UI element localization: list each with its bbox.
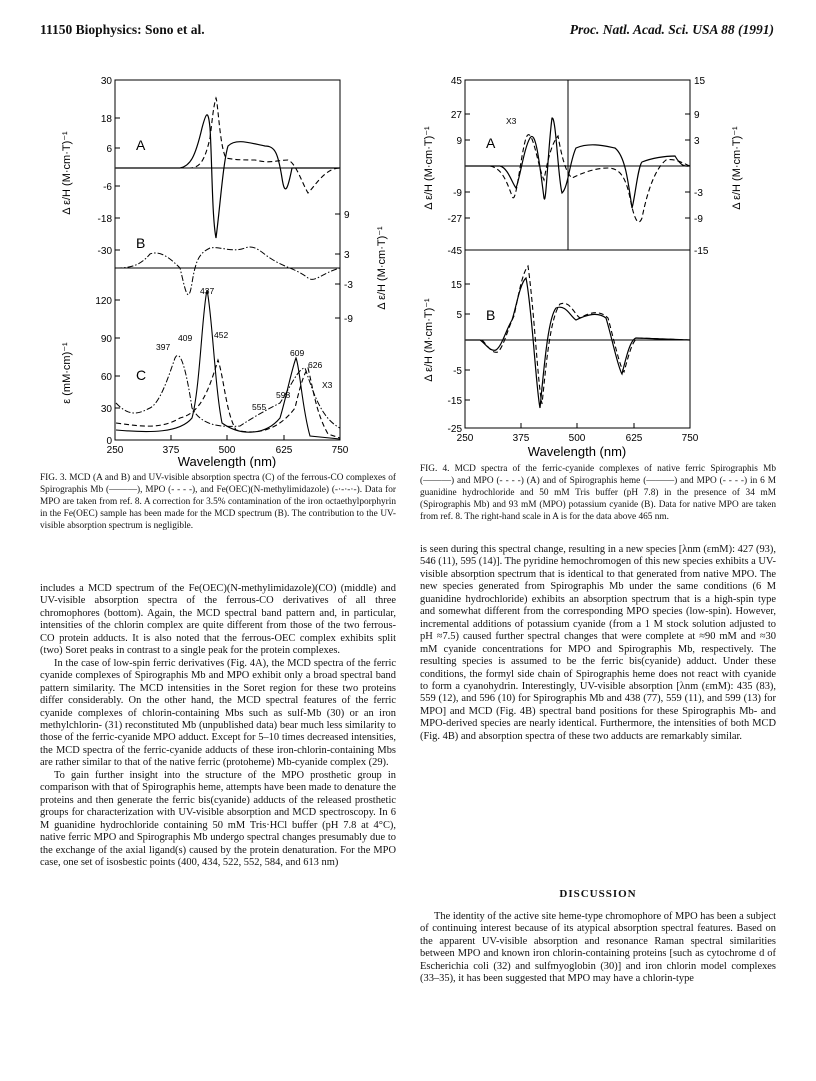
fig4a-ylabel-left: Δ ε/H (M·cm·T)⁻¹	[423, 126, 435, 210]
fig3-ytick-left-bottom: 30	[100, 404, 112, 415]
section-heading-discussion: DISCUSSION	[559, 888, 637, 900]
fig4b-ytick-left: -15	[447, 396, 462, 407]
fig4-xtick: 250	[456, 433, 474, 444]
fig4a-ytick-left: 9	[456, 136, 462, 147]
fig3-ytick-left-top: -30	[97, 246, 112, 257]
fig3-ytick-left-top: -18	[97, 214, 112, 225]
fig3-peak-label: 409	[178, 333, 193, 343]
fig4a-ytick-right: 3	[694, 136, 700, 147]
figure-4	[420, 68, 780, 468]
fig3-xtick: 500	[218, 445, 236, 456]
paragraph: The identity of the active site heme-type chromophore of MPO has been a subject of continuing interest because of its atypical absorption spectral features. Based on the apparent UV-visible absorption and resonance Raman spectral similarities between MPO and known iron chlorin-containing proteins [such as cytochrome d of Escherichia coli (32) and sulfmyoglobin (30)] and iron chlorin model complexes (33–35), it has been suggested that MPO may have a chlorin-type	[420, 911, 776, 985]
fig3-xtick: 750	[331, 445, 349, 456]
figure-3	[40, 68, 410, 468]
fig3-b-oec-curve	[116, 247, 340, 295]
fig3-peak-label: 626	[308, 360, 323, 370]
fig3-peak-label: X3	[322, 380, 333, 390]
fig4b-ylabel-left: Δ ε/H (M·cm·T)⁻¹	[423, 298, 435, 382]
fig4a-ytick-left: 45	[450, 76, 462, 87]
figure-3-caption: FIG. 3. MCD (A and B) and UV-visible absorption spectra (C) of the ferrous-CO complexes of Spirographis Mb (———), MPO (- - - -), and Fe(OEC)(N-methylimidazole) (-·-·-·-). Data for MPO are taken from ref. 8. A correction for 3.5% contamination of the iron octaethylporphyrin in the Fe(OEC) sample has been made for the MCD spectrum (B). The contribution to the UV-visible absorption spectrum is negligible.	[40, 473, 396, 531]
fig3-panel-b-label: B	[136, 235, 146, 251]
fig4a-ytick-right: -15	[694, 246, 709, 257]
fig3-a-mb-curve	[116, 115, 340, 238]
fig4a-ytick-right: -9	[694, 214, 703, 225]
fig4a-ytick-right: -3	[694, 188, 703, 199]
paragraph: To gain further insight into the structure of the MPO prosthetic group in comparison with that of Spirographis heme, attempts have been made to denature the proteins and then generate the ferric bis(cyanide) adducts of the released prosthetic groups for characterization with UV-visible absorption and MCD spectroscopy. In 6 M guanidine hydrochloride containing 50 mM Tris·HCl buffer (pH 7.8 at 4°C), native ferric MPO and Spirographis Mb undergo spectral changes presumably due to the exchange of the axial ligand(s) caused by the protein denaturation. For the MPO case, one set of isosbestic points (400, 434, 522, 552, 584, and 613 nm)	[40, 769, 396, 868]
fig4b-heme-curve	[466, 278, 690, 408]
figure-4-caption: FIG. 4. MCD spectra of the ferric-cyanide complexes of native ferric Spirographis Mb (———) and MPO (- - - -) (A) and of Spirographis heme (———) and MPO (- - - -) in 6 M guanidine hydrochloride and 50 mM Tris buffer (pH 7.8) in the presence of 34 mM (Spirographis Mb) and 93 mM (MPO) potassium cyanide (B). Data for native MPO are taken from ref. 8. The right-hand scale in A is for the data above 465 nm.	[420, 464, 776, 522]
fig4-xtick: 625	[625, 433, 643, 444]
fig3-ylabel-right: Δ ε/H (M·cm·T)⁻¹	[376, 226, 388, 310]
fig3-ylabel-top: Δ ε/H (M·cm·T)⁻¹	[61, 131, 73, 215]
fig4-xtick: 500	[568, 433, 586, 444]
fig4-xtick: 375	[512, 433, 530, 444]
fig3-xlabel: Wavelength (nm)	[177, 454, 277, 468]
fig4a-ylabel-right: Δ ε/H (M·cm·T)⁻¹	[731, 126, 743, 210]
fig4a-ytick-right: 15	[694, 76, 706, 87]
fig3-ytick-right: -3	[344, 280, 353, 291]
fig4-xtick: 750	[681, 433, 699, 444]
fig3-peak-label: 437	[200, 286, 215, 296]
fig3-ylabel-bottom: ε (mM·cm)⁻¹	[61, 342, 73, 404]
fig3-panel-a-label: A	[136, 137, 146, 153]
fig3-xtick: 250	[106, 445, 124, 456]
fig4a-frame	[465, 80, 690, 250]
fig3-peak-label: 452	[214, 330, 229, 340]
paragraph: includes a MCD spectrum of the Fe(OEC)(N-methylimidazole)(CO) (middle) and UV-visible absorption spectra of the ferrous-CO derivatives of all three chromophores (bottom). Again, the MCD spectral band pattern and, in particular, intensities of the chlorin complex are quite different from those of the two ferrous-CO protein adducts. It is also noted that the ferrous-OEC complex exhibits split (two) Soret peaks in contrast to a single peak for the protein complexes.	[40, 583, 396, 657]
paragraph: is seen during this spectral change, resulting in a new species [λnm (εmM): 427 (93), 546 (11), 595 (14)]. The pyridine hemochromogen of this new species exhibits a UV-visible absorption spectrum that is identical to that generated from native MPO. The new species generated from Spirographis Mb under the same conditions (6 M guanidine hydrochloride) exhibits an absorption spectrum that is a high-spin type and somewhat different from the corresponding MPO species (low-spin). However, incremental additions of potassium cyanide (from a 1 M stock solution adjusted to pH ≈7.5) caused further spectral changes that were complete at ≈90 mM and ≈30 mM cyanide concentrations for MPO and Spirographis Mb, respectively. The resulting species is assumed to be the ferric bis(cyanide) adduct. Under these conditions, the formyl side chain of Spirographis heme does not react with cyanide to form a cyanohydrin. Interestingly, UV-visible absorption [λnm (εmM): 435 (83), 559 (12), and 596 (10) for Spirographis Mb and 438 (77), 559 (11), and 599 (13) for MPO] and MCD (Fig. 4B) spectral band positions for these Spirographis Mb- and MPO-derived species are nearly identical. Furthermore, the intensities of both MCD (Fig. 4B) and absorption spectra of these two adducts are remarkably similar.	[420, 544, 776, 742]
fig3-ytick-right: -9	[344, 314, 353, 325]
fig3-right-ticks	[335, 214, 340, 318]
right-column	[420, 544, 776, 743]
fig3-ytick-right: 3	[344, 250, 350, 261]
fig3-xtick: 375	[162, 445, 180, 456]
fig4a-ytick-right: 9	[694, 110, 700, 121]
fig4a-mb-curve	[466, 118, 690, 208]
fig3-left-ticks	[115, 80, 120, 408]
fig3-bottom-ticks	[115, 435, 340, 440]
fig3-ytick-left-bottom: 0	[106, 436, 112, 447]
fig3-ytick-left-top: 30	[100, 76, 112, 87]
running-header-right: Proc. Natl. Acad. Sci. USA 88 (1991)	[569, 22, 774, 37]
figure-3-plot	[40, 68, 410, 468]
running-header-left: 11150 Biophysics: Sono et al.	[40, 22, 205, 37]
fig4-ticks	[465, 114, 690, 428]
fig3-peak-label: 598	[276, 390, 291, 400]
fig3-ytick-right: 9	[344, 210, 350, 221]
fig3-ytick-left-top: -6	[103, 182, 112, 193]
fig4-panel-a-label: A	[486, 135, 496, 151]
fig3-peak-label: 555	[252, 402, 267, 412]
fig3-ytick-left-top: 6	[106, 144, 112, 155]
fig4-panel-b-label: B	[486, 307, 496, 323]
fig4b-ytick-left: -25	[447, 424, 462, 435]
fig3-ytick-left-top: 18	[100, 114, 112, 125]
paragraph: In the case of low-spin ferric derivatives (Fig. 4A), the MCD spectra of the ferric cyanide complexes of Spirographis Mb and MPO exhibit only a broad spectral band pattern similarity. The MCD intensities in the Soret region for these two proteins differ considerably. On the other hand, the MCD spectral features of the ferric cyanide complexes of chlorin-containing Mbs such as sulf-Mb (30) or an iron methylchlorin- (31) reconstituted Mb (unpublished data) bear much less similarity to those of the ferric-cyanide MPO adduct. Except for 5–10 times decreased intensities, the MCD spectra of the ferric-cyanide adducts of these iron-chlorin-containing Mbs are rather similar to that of the native ferric (protoheme) Mb-cyanide complex (29).	[40, 657, 396, 769]
fig3-c-mb-curve	[116, 290, 340, 439]
left-column	[40, 583, 396, 869]
fig3-peak-label: 397	[156, 342, 171, 352]
fig3-panel-c-label: C	[136, 367, 147, 383]
discussion-text	[420, 911, 776, 986]
fig4-xlabel: Wavelength (nm)	[527, 444, 627, 459]
fig4b-ytick-left: 5	[456, 310, 462, 321]
fig3-ytick-left-bottom: 120	[95, 296, 112, 307]
fig3-c-oec-curve	[116, 355, 340, 428]
fig4b-ytick-left: 15	[450, 280, 462, 291]
fig3-frame	[115, 80, 340, 440]
fig4b-ytick-left: -5	[453, 366, 462, 377]
fig4-x3-label: X3	[506, 116, 517, 126]
fig3-xtick: 625	[275, 445, 293, 456]
fig4b-mpo-curve	[466, 266, 690, 404]
fig4a-ytick-left: -9	[453, 188, 462, 199]
figure-4-plot	[420, 68, 780, 468]
fig3-ytick-left-bottom: 90	[100, 334, 112, 345]
fig4a-ytick-left: -45	[447, 246, 462, 257]
fig3-peak-label: 609	[290, 348, 305, 358]
fig4a-ytick-left: -27	[447, 214, 462, 225]
fig4a-ytick-left: 27	[450, 110, 462, 121]
fig3-ytick-left-bottom: 60	[100, 372, 112, 383]
